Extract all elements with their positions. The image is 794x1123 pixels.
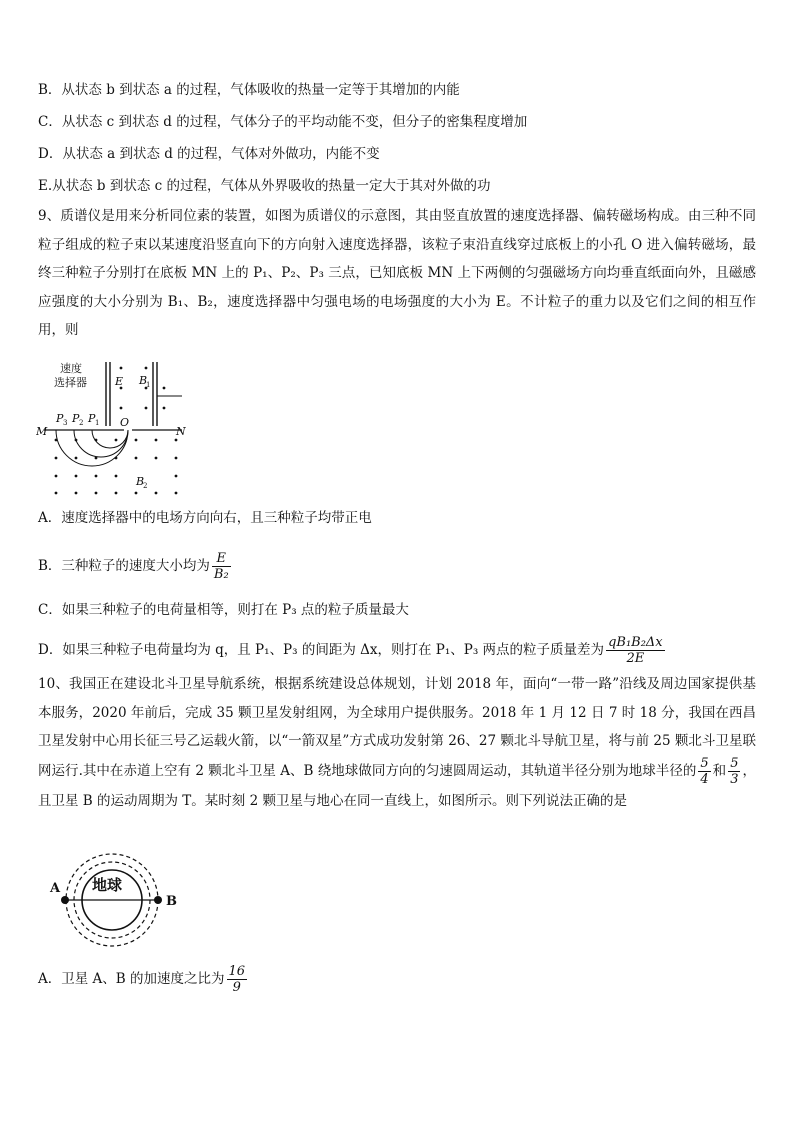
- q8-option-c: C．从状态 c 到状态 d 的过程，气体分子的平均动能不变，但分子的密集程度增加: [38, 114, 528, 130]
- label-speed: 速度: [60, 362, 82, 375]
- satellite-orbit-figure: [38, 842, 188, 962]
- label-p2-sub: 2: [79, 419, 84, 427]
- label-p3-sub: 3: [63, 419, 68, 427]
- frac-denominator: 2E: [606, 650, 665, 666]
- q9-option-c: C．如果三种粒子的电荷量相等，则打在 P₃ 点的粒子质量最大: [38, 602, 409, 618]
- label-selector: 选择器: [54, 376, 87, 389]
- label-b2: B: [136, 475, 145, 488]
- q10-stem: [38, 670, 756, 815]
- q10-option-a-fraction: [227, 964, 248, 995]
- label-e: E: [115, 375, 124, 388]
- label-b1: B: [139, 374, 148, 387]
- q9-option-b-fraction: [212, 551, 231, 582]
- label-b1-sub: 1: [146, 381, 151, 389]
- q10-fraction-b: [728, 756, 740, 787]
- frac-numerator: E: [216, 551, 227, 566]
- frac-denominator: 4: [700, 771, 709, 787]
- q10-option-a-text: A．卫星 A、B 的加速度之比为: [38, 971, 225, 987]
- q10-fraction-a: [698, 756, 710, 787]
- q10-option-a: [38, 962, 249, 996]
- frac-denominator: B₂: [213, 567, 229, 582]
- earth-label: 地球: [92, 876, 123, 894]
- label-p1: P: [88, 412, 96, 425]
- q9-option-b: [38, 550, 233, 582]
- q9-option-d-text: D．如果三种粒子电荷量均为 q，且 P₁、P₃ 的间距为 Δx，则打在 P₁、P₃ 两点的粒子质量差为: [38, 642, 605, 658]
- q10-and: 和: [712, 762, 727, 779]
- q10-stem-part1: 10、我国正在建设北斗卫星导航系统，根据系统建设总体规划，计划 2018 年，面向“一带一路”沿线及周边国家提供基本服务，2020 年前后，完成 35 颗卫星发射组网，为全球用户提供服务。2018 年 1 月 12 日 7 时 18 分，我国在西昌卫星发射中心用长征三号乙运载火箭，以“一箭双星”方式成功发射第 26、27 颗北斗导航卫星，将与前 25 颗北斗卫星联网运行.其中在赤道上空有 2 颗北斗卫星 A、B 绕地球做同方向的匀速圆周运动，其轨道半径分别为地球半径的: [38, 676, 756, 779]
- label-p1-sub: 1: [95, 419, 100, 427]
- mass-spectrometer-figure: [36, 358, 196, 498]
- satellite-a-label: A: [50, 881, 61, 896]
- label-p2: P: [72, 412, 80, 425]
- q9-stem: 9、质谱仪是用来分析同位素的装置，如图为质谱仪的示意图，其由竖直放置的速度选择器、偏转磁场构成。由三种不同粒子组成的粒子束以某速度沿竖直向下的方向射入速度选择器，该粒子束沿直线穿过底板上的小孔 O 进入偏转磁场，最终三种粒子分别打在底板 MN 上的 P₁、P₂、P₃ 三点，已知底板 MN 上下两侧的匀强磁场方向均垂直纸面向外，且磁感应强度的大小分别为 B₁、B₂，速度选择器中匀强电场的电场强度的大小为 E。不计粒子的重力以及它们之间的相互作用，则: [38, 208, 756, 339]
- label-o: O: [120, 416, 130, 429]
- frac-denominator: 3: [730, 771, 739, 787]
- satellite-b-label: B: [166, 894, 177, 909]
- frac-denominator: 9: [227, 979, 248, 995]
- label-m: M: [36, 425, 48, 438]
- label-b2-sub: 2: [143, 482, 148, 490]
- q9-option-a: A．速度选择器中的电场方向向右，且三种粒子均带正电: [38, 510, 372, 526]
- frac-numerator: 5: [730, 755, 739, 771]
- q9-option-d: [38, 634, 667, 666]
- frac-numerator: 16: [228, 964, 246, 979]
- frac-numerator: qB₁B₂Δx: [608, 635, 663, 650]
- q8-option-b: B．从状态 b 到状态 a 的过程，气体吸收的热量一定等于其增加的内能: [38, 82, 460, 98]
- q8-option-e: E.从状态 b 到状态 c 的过程，气体从外界吸收的热量一定大于其对外做的功: [38, 178, 491, 194]
- label-p3: P: [56, 412, 64, 425]
- q10-stem-part2: ，且卫星 B 的运动周期为 T。某时刻 2 颗卫星与地心在同一直线上，如图所示。则下列说法正确的是: [38, 762, 757, 809]
- label-n: N: [176, 425, 186, 438]
- q9-option-b-text: B．三种粒子的速度大小均为: [38, 558, 210, 574]
- q8-option-d: D．从状态 a 到状态 d 的过程，气体对外做功，内能不变: [38, 146, 380, 162]
- q9-option-d-fraction: [606, 635, 665, 666]
- frac-numerator: 5: [700, 755, 709, 771]
